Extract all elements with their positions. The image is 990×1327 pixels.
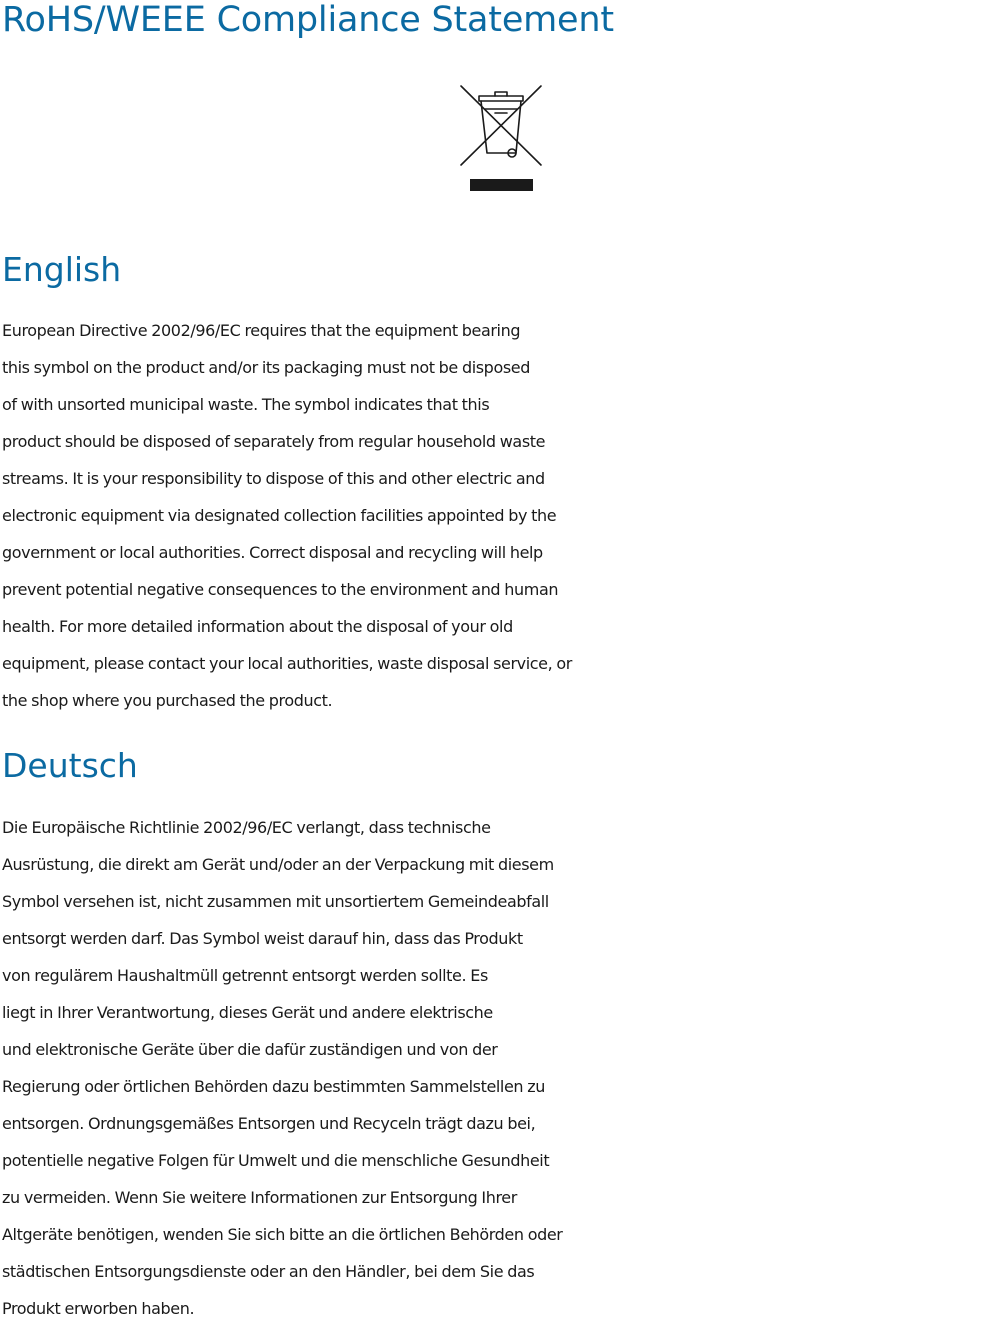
deutsch-paragraph <box>2 809 990 1327</box>
text-line: electronic equipment via designated collection facilities appointed by the <box>2 506 557 525</box>
text-line: liegt in Ihrer Verantwortung, dieses Gerät und andere elektrische <box>2 1003 493 1022</box>
text-line: Produkt erworben haben. <box>2 1299 195 1318</box>
text-line: prevent potential negative consequences to the environment and human <box>2 580 559 599</box>
text-line: European Directive 2002/96/EC requires that the equipment bearing <box>2 321 521 340</box>
text-line: the shop where you purchased the product. <box>2 691 333 710</box>
section-heading-english: English <box>2 250 122 289</box>
crossed-out-wheelie-bin-icon <box>455 82 547 198</box>
text-line: von regulärem Haushaltmüll getrennt entsorgt werden sollte. Es <box>2 966 488 985</box>
text-line: potentielle negative Folgen für Umwelt und die menschliche Gesundheit <box>2 1151 550 1170</box>
text-line: government or local authorities. Correct disposal and recycling will help <box>2 543 543 562</box>
text-line: streams. It is your responsibility to dispose of this and other electric and <box>2 469 545 488</box>
text-line: Regierung oder örtlichen Behörden dazu bestimmten Sammelstellen zu <box>2 1077 545 1096</box>
text-line: entsorgen. Ordnungsgemäßes Entsorgen und Recyceln trägt dazu bei, <box>2 1114 536 1133</box>
text-line: this symbol on the product and/or its packaging must not be disposed <box>2 358 530 377</box>
text-line: of with unsorted municipal waste. The symbol indicates that this <box>2 395 490 414</box>
page-title: RoHS/WEEE Compliance Statement <box>2 0 614 40</box>
text-line: entsorgt werden darf. Das Symbol weist darauf hin, dass das Produkt <box>2 929 523 948</box>
text-line: städtischen Entsorgungsdienste oder an den Händler, bei dem Sie das <box>2 1262 535 1281</box>
section-heading-deutsch: Deutsch <box>2 746 138 785</box>
text-line: und elektronische Geräte über die dafür zuständigen und von der <box>2 1040 498 1059</box>
text-line: health. For more detailed information about the disposal of your old <box>2 617 513 636</box>
text-line: zu vermeiden. Wenn Sie weitere Informationen zur Entsorgung Ihrer <box>2 1188 517 1207</box>
text-line: product should be disposed of separately from regular household waste <box>2 432 546 451</box>
text-line: equipment, please contact your local authorities, waste disposal service, or <box>2 654 572 673</box>
text-line: Ausrüstung, die direkt am Gerät und/oder an der Verpackung mit diesem <box>2 855 554 874</box>
text-line: Die Europäische Richtlinie 2002/96/EC verlangt, dass technische <box>2 818 491 837</box>
english-paragraph <box>2 312 990 719</box>
text-line: Symbol versehen ist, nicht zusammen mit unsortiertem Gemeindeabfall <box>2 892 549 911</box>
text-line: Altgeräte benötigen, wenden Sie sich bitte an die örtlichen Behörden oder <box>2 1225 563 1244</box>
